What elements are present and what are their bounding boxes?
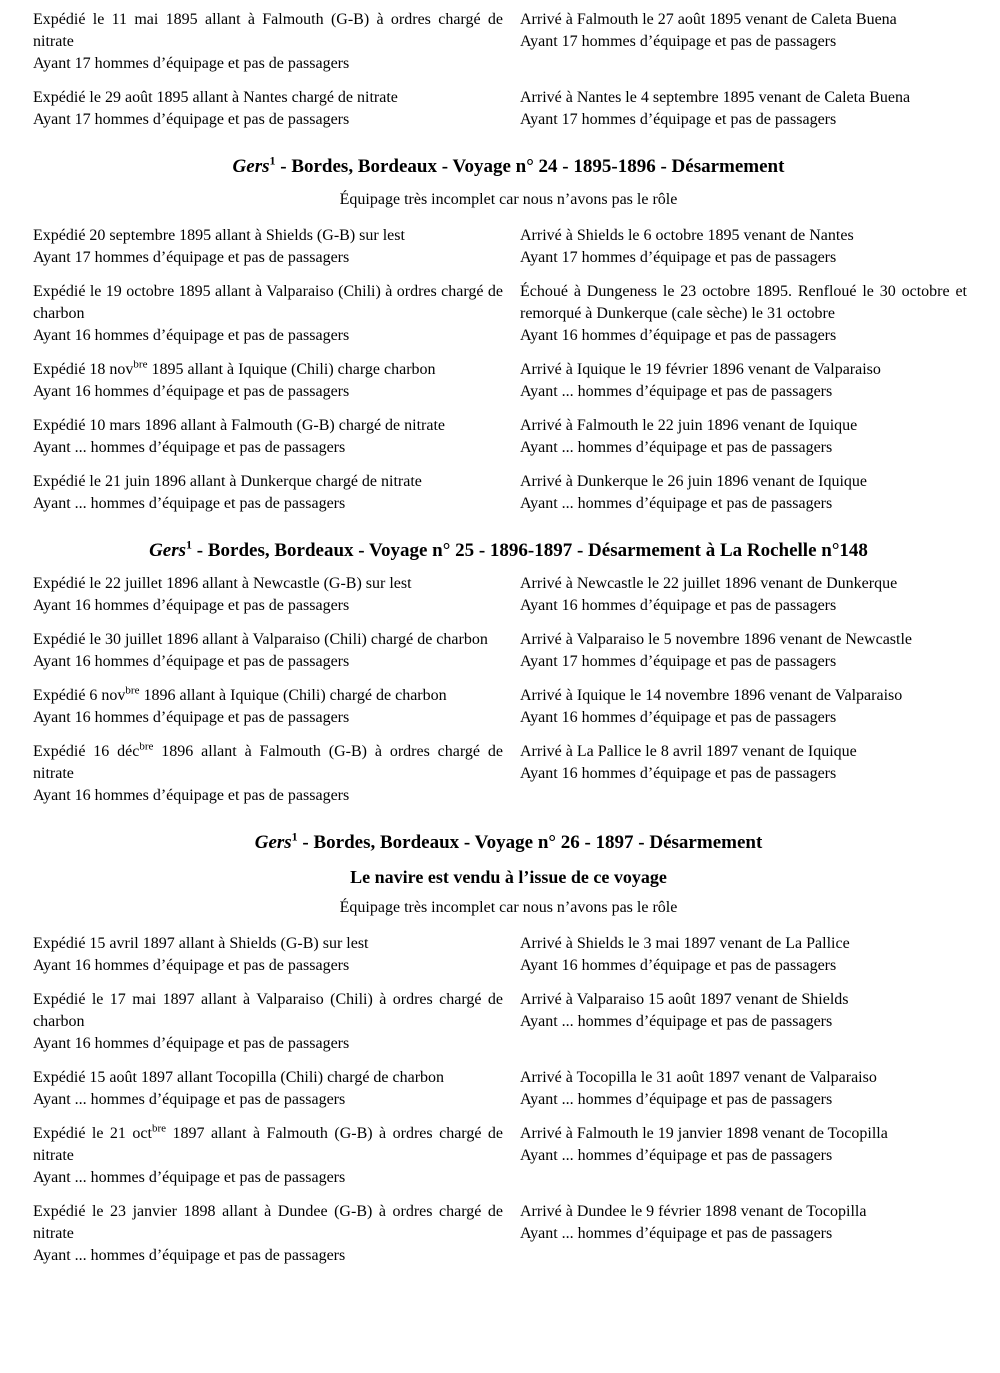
arrival-line: Arrivé à Dundee le 9 février 1898 venant de Tocopilla <box>520 1203 867 1220</box>
departure-line: Ayant 16 hommes d’équipage et pas de passagers <box>33 787 350 804</box>
departure-line: Expédié le 19 octobre 1895 allant à Valparaiso (Chili) à ordres chargé de charbon <box>33 283 503 322</box>
voyage-entry <box>33 1123 984 1189</box>
voyage-entry <box>33 1201 984 1267</box>
departure-cell <box>33 629 503 673</box>
voyage-entry <box>33 225 984 269</box>
arrival-line: Arrivé à Valparaiso le 5 novembre 1896 venant de Newcastle <box>520 631 913 648</box>
departure-line: Ayant 16 hommes d’équipage et pas de passagers <box>33 597 350 614</box>
departure-cell <box>33 225 503 269</box>
arrival-cell <box>520 685 967 729</box>
departure-line: Expédié 15 août 1897 allant Tocopilla (Chili) chargé de charbon <box>33 1069 445 1086</box>
sold-note: Le navire est vendu à l’issue de ce voyage <box>350 867 667 887</box>
arrival-cell <box>520 1201 967 1267</box>
arrival-cell <box>520 359 967 403</box>
arrival-line: Ayant 16 hommes d’équipage et pas de passagers <box>520 327 837 344</box>
arrival-line: Ayant 17 hommes d’équipage et pas de passagers <box>520 111 837 128</box>
departure-line: Expédié le 17 mai 1897 allant à Valparaiso (Chili) à ordres chargé de charbon <box>33 991 503 1030</box>
voyage-entry <box>33 573 984 617</box>
ordinal-superscript: bre <box>125 684 140 697</box>
voyage-entry <box>33 989 984 1055</box>
ship-name: Gers <box>254 832 292 853</box>
arrival-line: Ayant ... hommes d’équipage et pas de passagers <box>520 439 833 456</box>
arrival-line: Échoué à Dungeness le 23 octobre 1895. Renfloué le 30 octobre et remorqué à Dunkerque (cale sèche) le 31 octobre <box>520 283 967 322</box>
arrival-line: Ayant 16 hommes d’équipage et pas de passagers <box>520 709 837 726</box>
departure-line: Expédié 20 septembre 1895 allant à Shields (G-B) sur lest <box>33 227 405 244</box>
arrival-line: Ayant 17 hommes d’équipage et pas de passagers <box>520 249 837 266</box>
crew-note: Équipage très incomplet car nous n’avons pas le rôle <box>339 191 678 208</box>
voyage-header <box>33 539 984 563</box>
voyage-title-text: - Bordes, Bordeaux - Voyage n° 26 - 1897 - Désarmement <box>297 832 763 853</box>
ship-name: Gers <box>149 540 187 561</box>
departure-line: Ayant 16 hommes d’équipage et pas de passagers <box>33 957 350 974</box>
departure-line: Expédié le 21 oct$^{bre}$ 1897 allant à Falmouth (G-B) à ordres chargé de nitrate <box>33 1122 504 1164</box>
arrival-cell <box>520 281 967 347</box>
departure-line: Expédié 15 avril 1897 allant à Shields (G-B) sur lest <box>33 935 369 952</box>
departure-line: Ayant ... hommes d’équipage et pas de passagers <box>33 495 346 512</box>
departure-line: Ayant ... hommes d’équipage et pas de passagers <box>33 1169 346 1186</box>
voyage-entry <box>33 471 984 515</box>
entries-list <box>33 225 984 515</box>
arrival-cell <box>520 471 967 515</box>
arrival-cell <box>520 741 967 807</box>
departure-line: Ayant 16 hommes d’équipage et pas de passagers <box>33 653 350 670</box>
arrival-line: Arrivé à Newcastle le 22 juillet 1896 venant de Dunkerque <box>520 575 898 592</box>
departure-cell <box>33 1123 503 1189</box>
arrival-cell <box>520 225 967 269</box>
arrival-cell <box>520 629 967 673</box>
departure-cell <box>33 573 503 617</box>
voyage-entry <box>33 359 984 403</box>
ordinal-superscript: bre <box>139 740 154 753</box>
arrival-line: Ayant ... hommes d’équipage et pas de passagers <box>520 495 833 512</box>
footnote-marker: 1 <box>269 153 276 168</box>
departure-line: Ayant 17 hommes d’équipage et pas de passagers <box>33 55 350 72</box>
arrival-line: Arrivé à Shields le 3 mai 1897 venant de La Pallice <box>520 935 850 952</box>
arrival-cell <box>520 1123 967 1189</box>
arrival-line: Ayant ... hommes d’équipage et pas de passagers <box>520 1147 833 1164</box>
departure-cell <box>33 415 503 459</box>
voyage-section <box>33 9 984 131</box>
departure-line: Expédié le 23 janvier 1898 allant à Dundee (G-B) à ordres chargé de nitrate <box>33 1203 503 1242</box>
crew-note: Équipage très incomplet car nous n’avons pas le rôle <box>339 899 678 916</box>
voyage-entry <box>33 415 984 459</box>
entries-list <box>33 573 984 807</box>
departure-line: Ayant 16 hommes d’équipage et pas de passagers <box>33 1035 350 1052</box>
arrival-line: Arrivé à Iquique le 19 février 1896 venant de Valparaiso <box>520 361 881 378</box>
ordinal-superscript: bre <box>133 358 148 371</box>
departure-line: Ayant 16 hommes d’équipage et pas de passagers <box>33 327 350 344</box>
departure-line: Ayant ... hommes d’équipage et pas de passagers <box>33 1247 346 1264</box>
departure-line: Expédié 10 mars 1896 allant à Falmouth (G-B) chargé de nitrate <box>33 417 446 434</box>
departure-cell <box>33 87 503 131</box>
arrival-line: Arrivé à Valparaiso 15 août 1897 venant de Shields <box>520 991 849 1008</box>
departure-cell <box>33 1201 503 1267</box>
departure-cell <box>33 1067 503 1111</box>
arrival-line: Arrivé à Falmouth le 19 janvier 1898 venant de Tocopilla <box>520 1125 888 1142</box>
departure-line: Ayant 16 hommes d’équipage et pas de passagers <box>33 383 350 400</box>
voyage-title-text: - Bordes, Bordeaux - Voyage n° 24 - 1895-1896 - Désarmement <box>275 156 785 177</box>
departure-cell <box>33 989 503 1055</box>
arrival-cell <box>520 9 967 75</box>
departure-cell <box>33 281 503 347</box>
departure-line: Expédié le 21 juin 1896 allant à Dunkerque chargé de nitrate <box>33 473 422 490</box>
departure-line: Ayant ... hommes d’équipage et pas de passagers <box>33 439 346 456</box>
departure-line: Ayant 17 hommes d’équipage et pas de passagers <box>33 111 350 128</box>
arrival-line: Ayant 16 hommes d’équipage et pas de passagers <box>520 765 837 782</box>
departure-cell <box>33 741 503 807</box>
departure-line: Expédié le 22 juillet 1896 allant à Newcastle (G-B) sur lest <box>33 575 412 592</box>
voyage-entry <box>33 741 984 807</box>
arrival-line: Ayant 17 hommes d’équipage et pas de passagers <box>520 653 837 670</box>
footnote-marker: 1 <box>186 537 193 552</box>
departure-line: Expédié 6 nov$^{bre}$ 1896 allant à Iquique (Chili) chargé de charbon <box>33 684 447 704</box>
ship-name: Gers <box>232 156 270 177</box>
voyage-entry <box>33 629 984 673</box>
voyage-entry <box>33 87 984 131</box>
arrival-line: Ayant ... hommes d’équipage et pas de passagers <box>520 1091 833 1108</box>
arrival-line: Arrivé à Nantes le 4 septembre 1895 venant de Caleta Buena <box>520 89 911 106</box>
arrival-line: Ayant 16 hommes d’équipage et pas de passagers <box>520 957 837 974</box>
arrival-line: Arrivé à Dunkerque le 26 juin 1896 venant de Iquique <box>520 473 868 490</box>
departure-line: Ayant 16 hommes d’équipage et pas de passagers <box>33 709 350 726</box>
arrival-line: Ayant 16 hommes d’équipage et pas de passagers <box>520 597 837 614</box>
voyage-section <box>33 539 984 807</box>
voyage-header <box>33 155 984 179</box>
departure-line: Expédié le 11 mai 1895 allant à Falmouth (G-B) à ordres chargé de nitrate <box>33 11 503 50</box>
arrival-line: Arrivé à Iquique le 14 novembre 1896 venant de Valparaiso <box>520 687 903 704</box>
arrival-cell <box>520 415 967 459</box>
footnote-marker: 1 <box>291 829 298 844</box>
arrival-cell <box>520 1067 967 1111</box>
document-content <box>33 9 984 1267</box>
arrival-cell <box>520 989 967 1055</box>
departure-cell <box>33 9 503 75</box>
departure-line: Ayant 17 hommes d’équipage et pas de passagers <box>33 249 350 266</box>
arrival-line: Ayant ... hommes d’équipage et pas de passagers <box>520 1225 833 1242</box>
departure-line: Expédié 18 nov$^{bre}$ 1895 allant à Iquique (Chili) charge charbon <box>33 358 436 378</box>
entries-list <box>33 9 984 131</box>
arrival-line: Ayant 17 hommes d’équipage et pas de passagers <box>520 33 837 50</box>
ordinal-superscript: bre <box>151 1122 166 1135</box>
voyage-section <box>33 155 984 515</box>
entries-list <box>33 933 984 1267</box>
arrival-line: Arrivé à La Pallice le 8 avril 1897 venant de Iquique <box>520 743 857 760</box>
arrival-cell <box>520 573 967 617</box>
arrival-line: Ayant ... hommes d’équipage et pas de passagers <box>520 1013 833 1030</box>
voyage-entry <box>33 933 984 977</box>
voyage-section <box>33 831 984 1267</box>
departure-cell <box>33 933 503 977</box>
departure-cell <box>33 359 503 403</box>
arrival-line: Arrivé à Shields le 6 octobre 1895 venant de Nantes <box>520 227 854 244</box>
arrival-line: Ayant ... hommes d’équipage et pas de passagers <box>520 383 833 400</box>
arrival-line: Arrivé à Falmouth le 22 juin 1896 venant de Iquique <box>520 417 858 434</box>
departure-line: Expédié 16 déc$^{bre}$ 1896 allant à Falmouth (G-B) à ordres chargé de nitrate <box>33 740 504 782</box>
voyage-entry <box>33 685 984 729</box>
arrival-cell <box>520 87 967 131</box>
departure-cell <box>33 685 503 729</box>
departure-line: Expédié le 30 juillet 1896 allant à Valparaiso (Chili) chargé de charbon <box>33 631 488 648</box>
arrival-line: Arrivé à Falmouth le 27 août 1895 venant de Caleta Buena <box>520 11 897 28</box>
arrival-line: Arrivé à Tocopilla le 31 août 1897 venant de Valparaiso <box>520 1069 877 1086</box>
departure-cell <box>33 471 503 515</box>
voyage-header <box>33 831 984 855</box>
voyage-title-text: - Bordes, Bordeaux - Voyage n° 25 - 1896-1897 - Désarmement à La Rochelle n°148 <box>192 540 868 561</box>
arrival-cell <box>520 933 967 977</box>
voyage-entry <box>33 1067 984 1111</box>
departure-line: Expédié le 29 août 1895 allant à Nantes chargé de nitrate <box>33 89 398 106</box>
voyage-entry <box>33 281 984 347</box>
departure-line: Ayant ... hommes d’équipage et pas de passagers <box>33 1091 346 1108</box>
voyage-entry <box>33 9 984 75</box>
